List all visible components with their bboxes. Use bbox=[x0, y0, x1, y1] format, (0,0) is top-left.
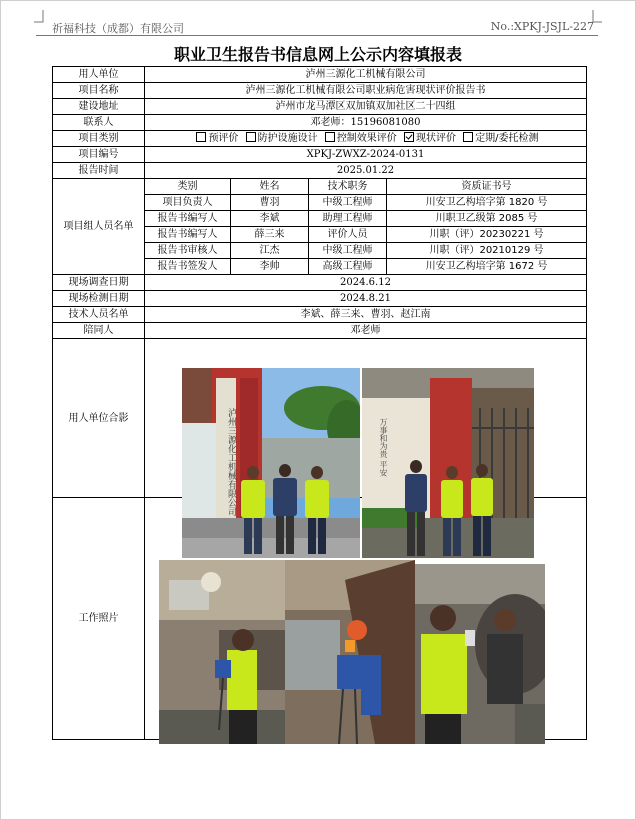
sampling-date-label: 现场检测日期 bbox=[53, 291, 145, 307]
project-name-label: 项目名称 bbox=[53, 83, 145, 99]
row-tech-staff bbox=[53, 307, 587, 323]
row-escort bbox=[53, 323, 587, 339]
team-title: 评价人员 bbox=[309, 227, 387, 243]
employer-label: 用人单位 bbox=[53, 67, 145, 83]
row-project-name bbox=[53, 83, 587, 99]
tech-staff-value: 李斌、薛三来、曹羽、赵江南 bbox=[145, 307, 587, 323]
row-sampling-date bbox=[53, 291, 587, 307]
team-name: 李斌 bbox=[231, 211, 309, 227]
gate-sign-text: 泸州三源化工机械有限公司 bbox=[226, 408, 236, 516]
row-category bbox=[53, 131, 587, 147]
group-photo-label: 用人单位合影 bbox=[53, 339, 145, 498]
work-photo-3-image bbox=[415, 564, 545, 744]
gate-photo-image bbox=[182, 368, 360, 558]
tech-staff-label: 技术人员名单 bbox=[53, 307, 145, 323]
category-option-design[interactable]: 防护设施设计 bbox=[242, 133, 318, 144]
escort-label: 陪同人 bbox=[53, 323, 145, 339]
project-no-label: 项目编号 bbox=[53, 147, 145, 163]
contact-label: 联系人 bbox=[53, 115, 145, 131]
person-in-shirt bbox=[404, 460, 428, 556]
address-label: 建设地址 bbox=[53, 99, 145, 115]
wall-sign-text: 万事和为贵 平安 bbox=[379, 418, 388, 477]
team-name: 李帅 bbox=[231, 259, 309, 275]
team-title: 中级工程师 bbox=[309, 195, 387, 211]
team-title: 中级工程师 bbox=[309, 243, 387, 259]
team-label: 项目组人员名单 bbox=[53, 179, 145, 275]
escort-value: 邓老师 bbox=[145, 323, 587, 339]
team-title: 高级工程师 bbox=[309, 259, 387, 275]
header-rule bbox=[36, 35, 598, 36]
team-header-name: 姓名 bbox=[231, 179, 309, 195]
team-title: 助理工程师 bbox=[309, 211, 387, 227]
team-cert: 川安卫乙构培字第 1672 号 bbox=[387, 259, 587, 275]
work-photo-sampling-1 bbox=[159, 560, 285, 744]
team-name: 薛三来 bbox=[231, 227, 309, 243]
row-project-no bbox=[53, 147, 587, 163]
work-photo-label: 工作照片 bbox=[53, 498, 145, 740]
work-photo-sampling-2 bbox=[285, 560, 415, 744]
team-role: 报告书签发人 bbox=[145, 259, 231, 275]
checkbox-checked-icon[interactable] bbox=[404, 132, 414, 142]
team-header-row bbox=[53, 179, 587, 195]
category-option-pre[interactable]: 预评价 bbox=[192, 133, 238, 144]
survey-date-label: 现场调查日期 bbox=[53, 275, 145, 291]
survey-date-value: 2024.6.12 bbox=[145, 275, 587, 291]
crop-mark-top-left bbox=[34, 10, 44, 24]
checkbox-icon[interactable] bbox=[325, 132, 335, 142]
group-photo-wall bbox=[362, 368, 534, 558]
work-photo-sampling-3 bbox=[415, 564, 545, 744]
category-option-periodic[interactable]: 定期/委托检测 bbox=[459, 133, 538, 144]
row-survey-date bbox=[53, 275, 587, 291]
employer-value: 泸州三源化工机械有限公司 bbox=[145, 67, 587, 83]
person-in-vest bbox=[470, 464, 494, 556]
header-company: 祈福科技（成都）有限公司 bbox=[52, 22, 184, 35]
team-header-cert: 资质证书号 bbox=[387, 179, 587, 195]
team-name: 曹羽 bbox=[231, 195, 309, 211]
team-header-title: 技术职务 bbox=[309, 179, 387, 195]
report-time-label: 报告时间 bbox=[53, 163, 145, 179]
header-doc-number: No.:XPKJ-JSJL-227 bbox=[490, 20, 594, 33]
contact-value: 邓老师：15196081080 bbox=[145, 115, 587, 131]
row-employer bbox=[53, 67, 587, 83]
project-no-value: XPKJ-ZWXZ-2024-0131 bbox=[145, 147, 587, 163]
person-in-vest bbox=[304, 466, 330, 554]
team-role: 项目负责人 bbox=[145, 195, 231, 211]
form-title: 职业卫生报告书信息网上公示内容填报表 bbox=[173, 45, 462, 64]
category-option-current[interactable]: 现状评价 bbox=[400, 133, 456, 144]
person-in-vest bbox=[440, 466, 464, 556]
team-role: 报告书编写人 bbox=[145, 211, 231, 227]
address-value: 泸州市龙马潭区双加镇双加社区二十四组 bbox=[145, 99, 587, 115]
team-role: 报告书审核人 bbox=[145, 243, 231, 259]
work-photo-2-image bbox=[285, 560, 415, 744]
checkbox-icon[interactable] bbox=[246, 132, 256, 142]
work-photo-1-image bbox=[159, 560, 285, 744]
group-photo-gate bbox=[182, 368, 360, 558]
category-label: 项目类别 bbox=[53, 131, 145, 147]
person-in-shirt bbox=[272, 464, 298, 554]
category-option-control[interactable]: 控制效果评价 bbox=[321, 133, 397, 144]
row-contact bbox=[53, 115, 587, 131]
team-cert: 川职（评）20210129 号 bbox=[387, 243, 587, 259]
team-cert: 川职卫乙级第 2085 号 bbox=[387, 211, 587, 227]
report-time-value: 2025.01.22 bbox=[145, 163, 587, 179]
team-header-role: 类别 bbox=[145, 179, 231, 195]
team-name: 江杰 bbox=[231, 243, 309, 259]
person-in-vest bbox=[240, 466, 266, 554]
project-name-value: 泸州三源化工机械有限公司职业病危害现状评价报告书 bbox=[145, 83, 587, 99]
team-cert: 川职（评）20230221 号 bbox=[387, 227, 587, 243]
team-cert: 川安卫乙构培字第 1820 号 bbox=[387, 195, 587, 211]
team-role: 报告书编写人 bbox=[145, 227, 231, 243]
checkbox-icon[interactable] bbox=[196, 132, 206, 142]
row-report-time bbox=[53, 163, 587, 179]
row-address bbox=[53, 99, 587, 115]
checkbox-icon[interactable] bbox=[463, 132, 473, 142]
sampling-date-value: 2024.8.21 bbox=[145, 291, 587, 307]
category-options bbox=[145, 131, 587, 147]
